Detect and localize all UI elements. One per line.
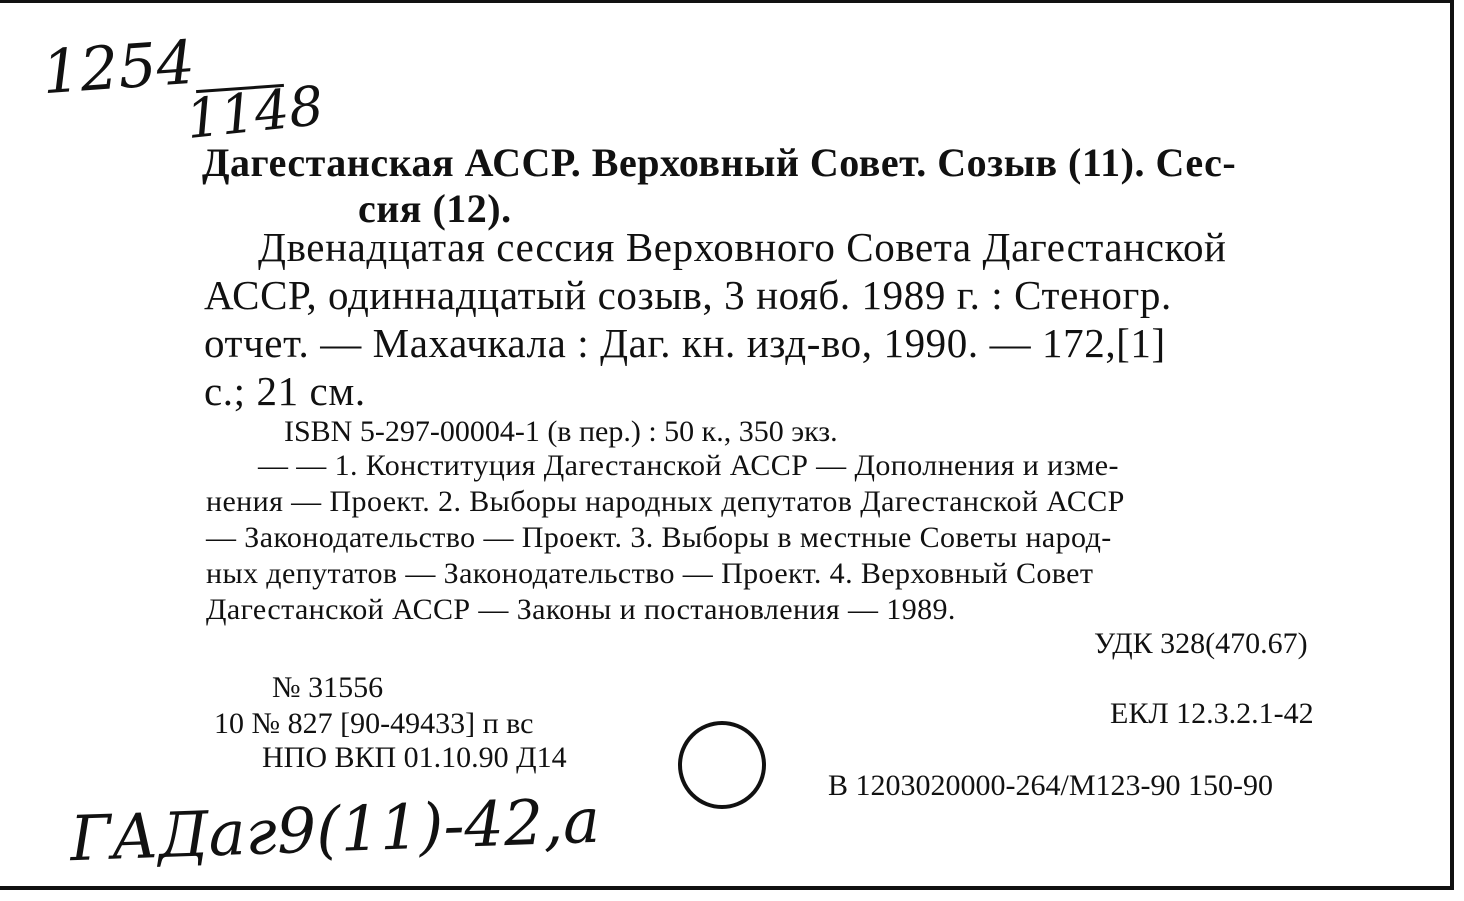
subjects-line-3: — Законодательство — Проект. 3. Выборы в местные Советы народ- [206,521,1112,554]
card-number: № 31556 [272,671,384,704]
udc-code: УДК 328(470.67) [1094,627,1308,660]
title-line-4: с.; 21 см. [204,368,366,414]
order-line: 10 № 827 [90-49433] п вс [214,707,534,740]
subjects-line-1: — — 1. Конституция Дагестанской АССР — Дополнения и изме- [258,449,1119,482]
title-line-3: отчет. — Махачкала : Даг. кн. изд-во, 1990. — 172,[1] [204,320,1166,366]
heading-line-1: Дагестанская АССР. Верховный Совет. Созыв (11). Сес- [202,140,1237,185]
title-line-1: Двенадцатая сессия Верховного Совета Дагестанской [258,224,1227,270]
circle-stamp [678,721,766,809]
isbn-line: ISBN 5-297-00004-1 (в пер.) : 50 к., 350 экз. [284,415,838,448]
subjects-line-5: Дагестанской АССР — Законы и постановления — 1989. [206,593,956,626]
subjects-line-2: нения — Проект. 2. Выборы народных депутатов Дагестанской АССР [206,485,1125,518]
handwritten-accession-number: 1254 [39,27,197,109]
subjects-line-4: ных депутатов — Законодательство — Проект. 4. Верховный Совет [206,557,1094,590]
heading-line-2: сия (12). [358,186,512,231]
bbk-code: В 1203020000-264/М123-90 150-90 [828,769,1273,802]
handwritten-shelf-mark: ГАДаг9(11)-42,а [68,783,602,876]
title-line-2: АССР, одиннадцатый созыв, 3 нояб. 1989 г. : Стеногр. [204,272,1172,318]
handwritten-accession-subnumber: 1148 [183,73,327,152]
npo-line: НПО ВКП 01.10.90 Д14 [262,741,567,774]
ekl-code: ЕКЛ 12.3.2.1-42 [1110,697,1314,730]
